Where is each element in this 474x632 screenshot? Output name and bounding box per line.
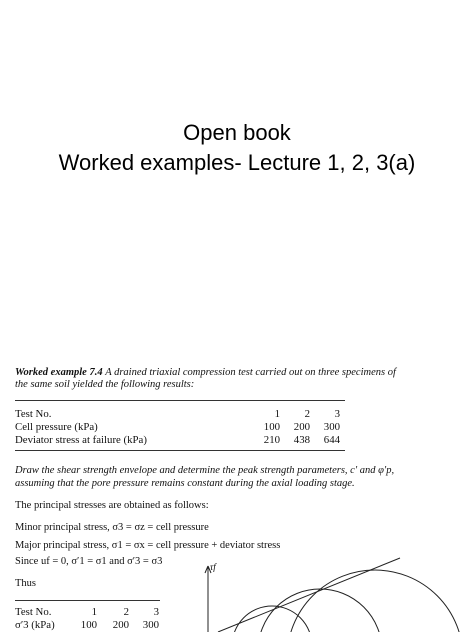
table2-header-3: 3 [153, 606, 159, 618]
table1-header-3: 3 [334, 408, 340, 420]
example-heading [15, 366, 465, 379]
mohr-circle-diagram [200, 556, 474, 632]
task-line-1: Draw the shear strength envelope and determine the peak strength parameters, c′ and φ′p, [15, 465, 395, 476]
table1-header-label: Test No. [15, 408, 52, 420]
table1-top-rule [15, 400, 345, 401]
tau-axis-label: τf [210, 562, 216, 572]
table1-bottom-rule [15, 450, 345, 451]
example-text-1: A drained triaxial compression test carried out on three specimens of [105, 367, 396, 378]
table1-cell: 438 [293, 434, 310, 446]
table2-row-label: σ′3 (kPa) [15, 619, 55, 631]
table2-top-rule [15, 600, 160, 601]
table2-cell: 300 [142, 619, 159, 631]
mohr-circle-2 [258, 589, 382, 632]
table1-row-label: Cell pressure (kPa) [15, 421, 98, 433]
example-label: Worked example 7.4 [15, 367, 103, 378]
task-line-2: assuming that the pore pressure remains constant during the axial loading stage. [15, 478, 355, 489]
minor-stress-line: Minor principal stress, σ3 = σz = cell pressure [15, 522, 209, 533]
table1-cell: 210 [263, 434, 280, 446]
table1-cell: 644 [323, 434, 340, 446]
thus-line: Thus [15, 578, 36, 589]
table2-cell: 100 [80, 619, 97, 631]
table2-cell: 200 [112, 619, 129, 631]
failure-envelope [218, 558, 400, 632]
principal-intro: The principal stresses are obtained as follows: [15, 500, 209, 511]
table2-header-1: 1 [91, 606, 97, 618]
slide-title-line1: Open book [183, 120, 291, 145]
example-text-2: the same soil yielded the following results: [15, 379, 195, 390]
table1-cell: 100 [263, 421, 280, 433]
major-stress-line: Major principal stress, σ1 = σx = cell pressure + deviator stress [15, 540, 281, 551]
table1-header-1: 1 [274, 408, 280, 420]
table1-header-2: 2 [304, 408, 310, 420]
slide-title-line2: Worked examples- Lecture 1, 2, 3(a) [58, 150, 416, 175]
table1-cell: 200 [293, 421, 310, 433]
table1-row-label: Deviator stress at failure (kPa) [15, 434, 147, 446]
table2-header-label: Test No. [15, 606, 52, 618]
table1-cell: 300 [323, 421, 340, 433]
since-line: Since uf = 0, σ′1 = σ1 and σ′3 = σ3 [15, 556, 163, 567]
table2-header-2: 2 [123, 606, 129, 618]
